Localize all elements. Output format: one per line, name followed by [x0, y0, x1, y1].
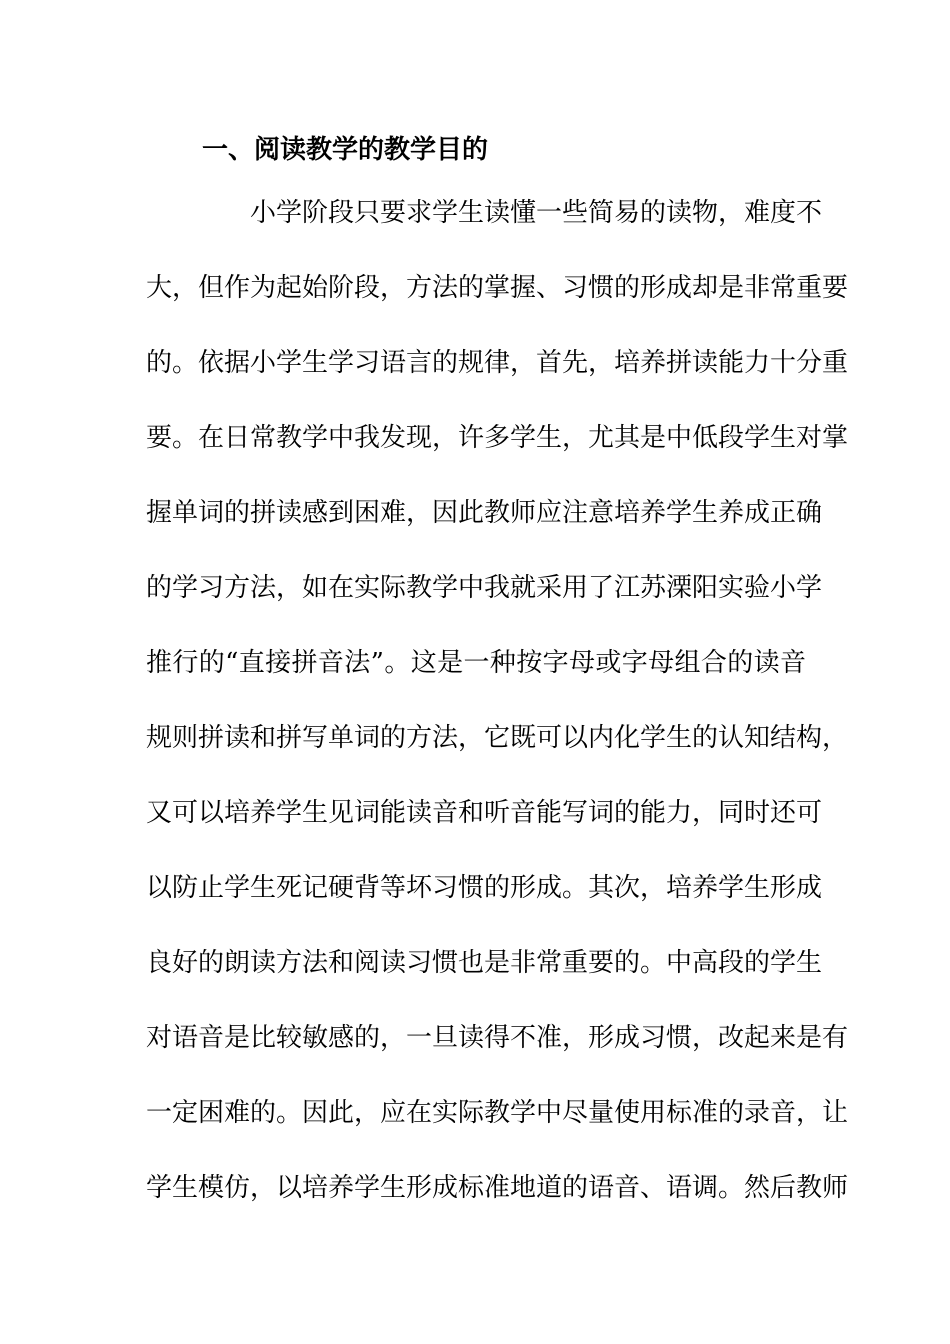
section-heading: 一、阅读教学的教学目的 [202, 135, 489, 165]
paragraph-line: 又可以培养学生见词能读音和听音能写词的能力，同时还可 [146, 798, 823, 828]
paragraph-line: 要。在日常教学中我发现，许多学生，尤其是中低段学生对掌 [146, 423, 849, 453]
paragraph-line: 大，但作为起始阶段，方法的掌握、习惯的形成却是非常重要 [146, 273, 849, 303]
paragraph-line: 以防止学生死记硬背等坏习惯的形成。其次，培养学生形成 [146, 873, 823, 903]
paragraph-line: 小学阶段只要求学生读懂一些简易的读物，难度不 [250, 198, 823, 228]
paragraph-line: 学生模仿，以培养学生形成标准地道的语音、语调。然后教师 [146, 1173, 849, 1203]
paragraph-line: 的。依据小学生学习语言的规律，首先，培养拼读能力十分重 [146, 348, 849, 378]
paragraph-line: 良好的朗读方法和阅读习惯也是非常重要的。中高段的学生 [146, 948, 823, 978]
paragraph-line: 一定困难的。因此，应在实际教学中尽量使用标准的录音，让 [146, 1098, 849, 1128]
paragraph-line: 规则拼读和拼写单词的方法，它既可以内化学生的认知结构， [146, 723, 849, 753]
paragraph-line: 推行的“直接拼音法”。这是一种按字母或字母组合的读音 [146, 648, 806, 678]
paragraph-line: 握单词的拼读感到困难，因此教师应注意培养学生养成正确 [146, 498, 823, 528]
paragraph-line: 的学习方法，如在实际教学中我就采用了江苏溧阳实验小学 [146, 573, 823, 603]
paragraph-line: 对语音是比较敏感的，一旦读得不准，形成习惯，改起来是有 [146, 1023, 849, 1053]
